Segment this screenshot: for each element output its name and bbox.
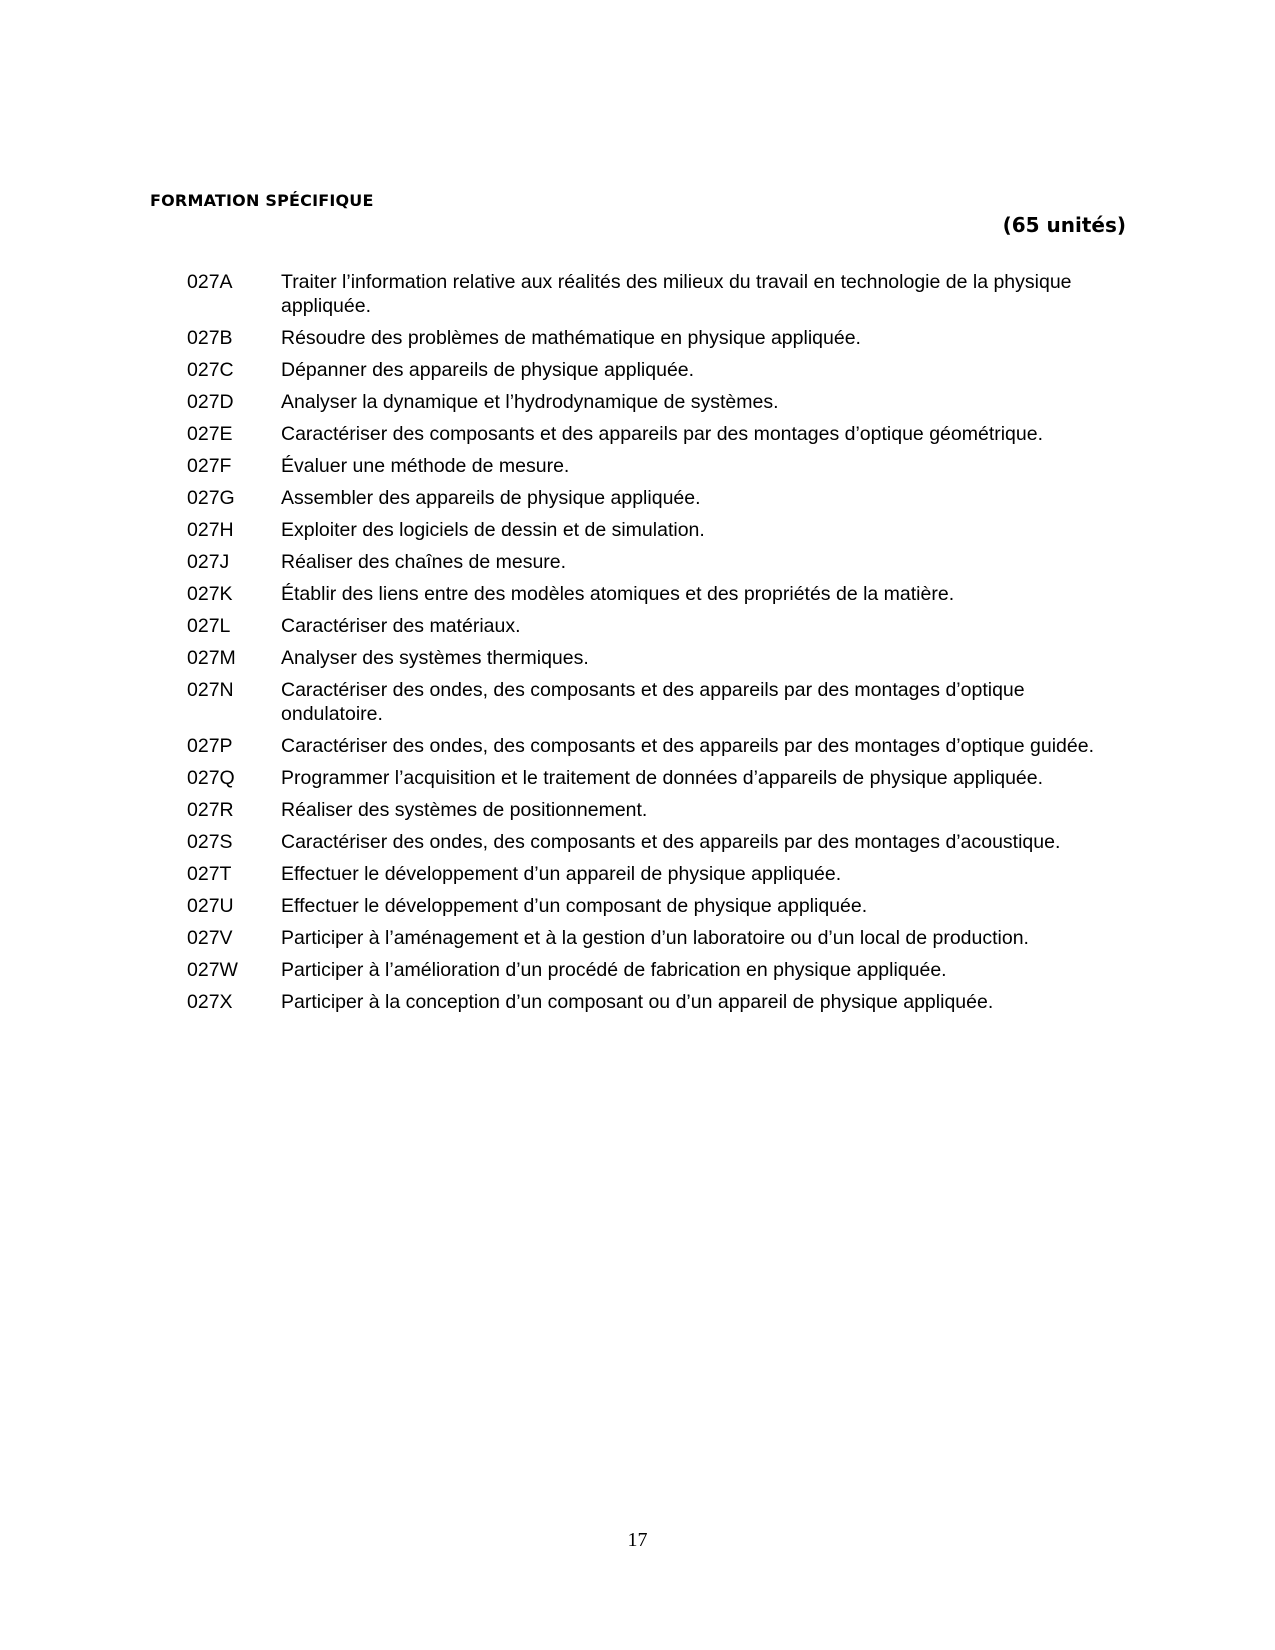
competency-code: 027G: [187, 487, 235, 509]
competency-code: 027R: [187, 799, 234, 821]
competency-text: Caractériser des composants et des appareils par des montages d’optique géométrique.: [281, 423, 1044, 445]
competency-text: Assembler des appareils de physique appliquée.: [281, 487, 701, 509]
competency-list: [187, 270, 1127, 1022]
competency-item: [187, 326, 1127, 350]
competency-item: [187, 454, 1127, 478]
competency-text: Analyser la dynamique et l’hydrodynamique de systèmes.: [281, 391, 779, 413]
competency-code: 027D: [187, 391, 234, 413]
competency-item: [187, 678, 1127, 726]
competency-text: Effectuer le développement d’un composant de physique appliquée.: [281, 895, 868, 917]
competency-text: Exploiter des logiciels de dessin et de simulation.: [281, 519, 705, 541]
competency-code: 027W: [187, 959, 238, 981]
competency-code: 027B: [187, 327, 233, 349]
competency-text: Caractériser des ondes, des composants et des appareils par des montages d’acoustique.: [281, 831, 1061, 853]
competency-code: 027E: [187, 423, 233, 445]
competency-text: Programmer l’acquisition et le traitement de données d’appareils de physique appliquée.: [281, 767, 1044, 789]
competency-text: Résoudre des problèmes de mathématique en physique appliquée.: [281, 327, 861, 349]
competency-item: [187, 358, 1127, 382]
competency-code: 027A: [187, 271, 233, 293]
competency-code: 027H: [187, 519, 234, 541]
competency-code: 027K: [187, 583, 233, 605]
competency-item: [187, 422, 1127, 446]
competency-code: 027J: [187, 551, 230, 573]
competency-item: [187, 614, 1127, 638]
competency-text: Réaliser des chaînes de mesure.: [281, 551, 567, 573]
units-total: (65 unités): [1002, 213, 1126, 237]
competency-text: Dépanner des appareils de physique appliquée.: [281, 359, 695, 381]
competency-item: [187, 894, 1127, 918]
competency-code: 027P: [187, 735, 233, 757]
competency-text: Caractériser des matériaux.: [281, 615, 521, 637]
competency-item: [187, 646, 1127, 670]
competency-item: [187, 766, 1127, 790]
competency-code: 027S: [187, 831, 233, 853]
competency-text: Établir des liens entre des modèles atomiques et des propriétés de la matière.: [281, 583, 955, 605]
competency-item: [187, 926, 1127, 950]
competency-item: [187, 390, 1127, 414]
competency-item: [187, 958, 1127, 982]
competency-code: 027C: [187, 359, 234, 381]
section-title: FORMATION SPÉCIFIQUE: [150, 191, 374, 210]
competency-item: [187, 798, 1127, 822]
competency-item: [187, 830, 1127, 854]
competency-text: Effectuer le développement d’un appareil de physique appliquée.: [281, 863, 842, 885]
competency-code: 027Q: [187, 767, 235, 789]
competency-text: Participer à l’aménagement et à la gestion d’un laboratoire ou d’un local de production.: [281, 927, 1029, 949]
competency-text: Participer à la conception d’un composant ou d’un appareil de physique appliquée.: [281, 991, 994, 1013]
competency-item: [187, 486, 1127, 510]
competency-code: 027M: [187, 647, 236, 669]
competency-code: 027T: [187, 863, 232, 885]
competency-item: [187, 550, 1127, 574]
competency-text: Caractériser des ondes, des composants et des appareils par des montages d’optique guidée.: [281, 735, 1094, 757]
competency-item: [187, 990, 1127, 1014]
page-number: 17: [627, 1529, 648, 1551]
competency-code: 027U: [187, 895, 234, 917]
competency-text: Participer à l’amélioration d’un procédé de fabrication en physique appliquée.: [281, 959, 947, 981]
competency-item: [187, 734, 1127, 758]
competency-text: Analyser des systèmes thermiques.: [281, 647, 589, 669]
competency-code: 027F: [187, 455, 232, 477]
competency-code: 027V: [187, 927, 233, 949]
competency-item: [187, 862, 1127, 886]
competency-code: 027L: [187, 615, 231, 637]
competency-item: [187, 518, 1127, 542]
competency-text: Réaliser des systèmes de positionnement.: [281, 799, 648, 821]
competency-code: 027N: [187, 679, 234, 701]
competency-item: [187, 582, 1127, 606]
competency-text: Évaluer une méthode de mesure.: [281, 455, 570, 477]
competency-text: Traiter l’information relative aux réalités des milieux du travail en technologie de la physique appliquée.: [281, 271, 1072, 317]
competency-item: [187, 270, 1127, 318]
competency-code: 027X: [187, 991, 233, 1013]
competency-text: Caractériser des ondes, des composants et des appareils par des montages d’optique ondulatoire.: [281, 679, 1025, 725]
